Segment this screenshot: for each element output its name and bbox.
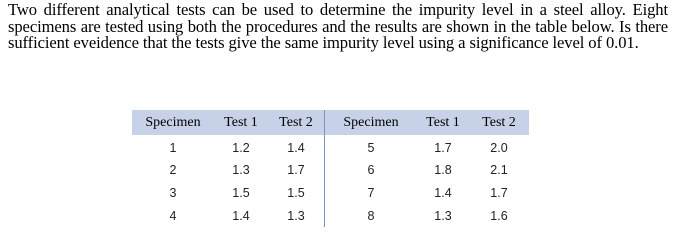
table-cell: 3 [169,185,177,200]
header-test1-left: Test 1 [224,114,258,130]
table-row [132,204,529,227]
table-cell: 2 [169,162,177,177]
table-row [132,135,529,158]
table-row [132,158,529,181]
table-cell: 7 [367,185,375,200]
specimen-test-table [132,110,529,227]
table-cell: 2.1 [490,162,508,177]
header-test2-right: Test 2 [482,114,516,130]
table-cell: 4 [169,208,177,223]
table-cell: 1.2 [232,140,250,155]
table-cell: 1.3 [434,208,452,223]
table-header-row [132,110,529,135]
table-cell: 1.3 [268,204,325,227]
table-cell: 1.5 [232,185,250,200]
table-row [132,181,529,204]
table-cell: 1.5 [268,181,325,204]
table-cell: 5 [367,140,375,155]
problem-statement: Two different analytical tests can be used to determine the impurity level in a steel alloy. Eight specimens are tested using both the procedures and the results are shown in the table below. Is there sufficient eveidence that the tests give the same impurity level using a significance level of 0.01. [8,0,668,52]
header-test1-right: Test 1 [426,114,460,130]
table-cell: 1.7 [268,158,325,181]
table-cell: 1.7 [490,185,508,200]
header-specimen-right: Specimen [343,114,399,130]
table-cell: 1.3 [232,162,250,177]
table-cell: 1.7 [434,140,452,155]
table-cell: 6 [367,162,375,177]
table-cell: 1.4 [268,135,325,158]
table-cell: 2.0 [490,140,508,155]
table-cell: 1.6 [490,208,508,223]
header-test2-left: Test 2 [268,110,325,135]
table-cell: 1.8 [434,162,452,177]
header-specimen-left: Specimen [145,114,201,130]
table-cell: 1.4 [232,208,250,223]
table-cell: 1.4 [434,185,452,200]
table-cell: 8 [367,208,375,223]
table-cell: 1 [169,140,177,155]
